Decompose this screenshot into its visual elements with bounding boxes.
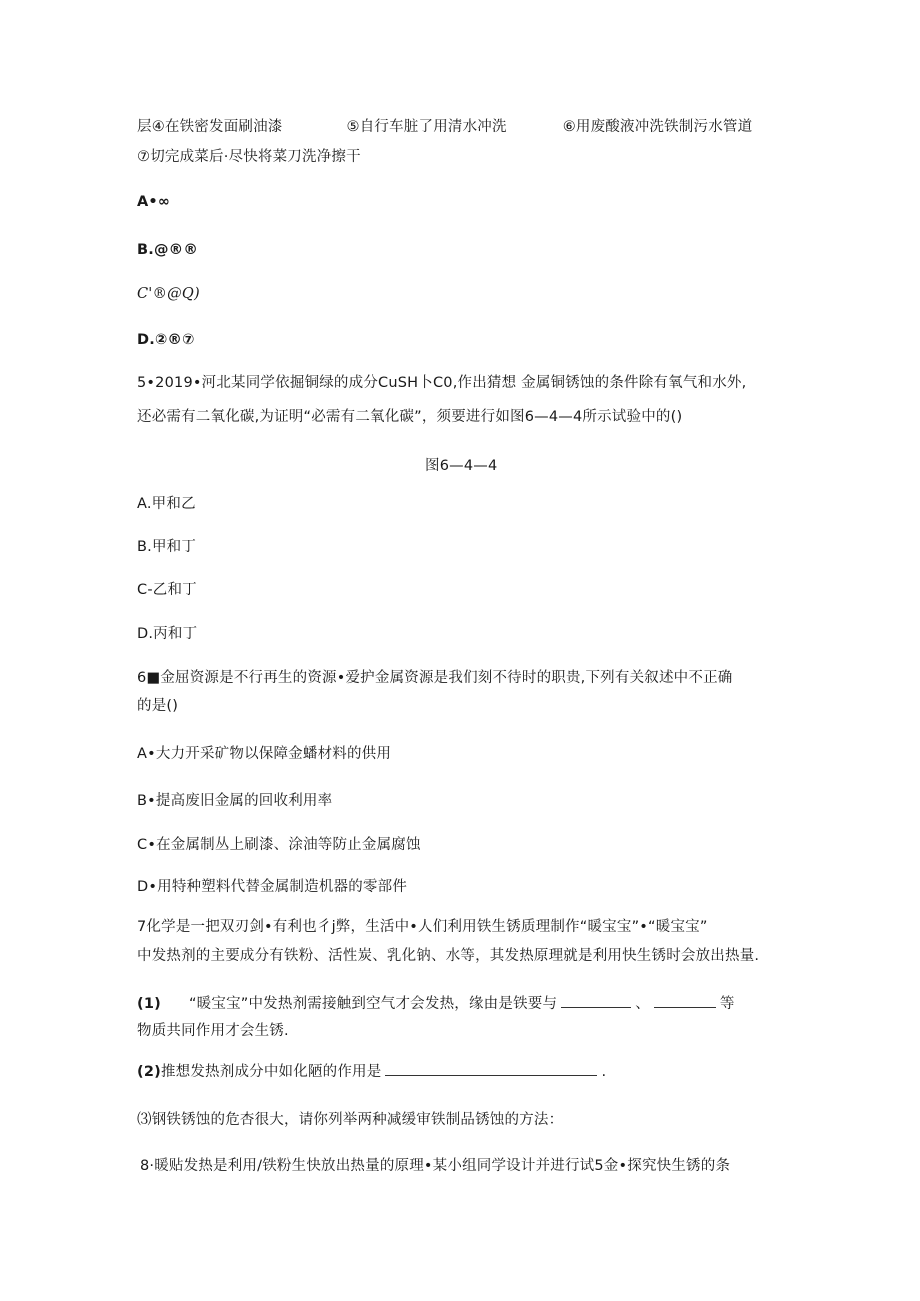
q5-figure-caption: 图6—4—4 xyxy=(425,458,498,474)
q7-sub1-blank-1[interactable] xyxy=(561,993,631,1008)
intro-line-2: ⑦切完成菜后·尽快将菜刀洗净擦干 xyxy=(137,149,361,165)
q6-option-a: A•大力开采矿物以保障金蟠材料的供用 xyxy=(137,746,392,762)
q4-option-a: A•∞ xyxy=(137,194,171,210)
q5-stem-line-1: 5•2019•河北某同学依掘铜绿的成分CuSH卜C0,作出猜想 金属铜锈蚀的条件除有氧气和水外, xyxy=(137,375,747,391)
q5-option-a: A.甲和乙 xyxy=(137,496,196,512)
q5-option-d: D.丙和丁 xyxy=(137,626,198,642)
intro-line-1 xyxy=(137,117,752,137)
q8-stem-line-1: 8·暖贴发热是利用/铁粉生快放出热量的原理•某小组同学设计并进行试5金•探究快生锈的条 xyxy=(140,1158,731,1174)
q7-sub1-line-1 xyxy=(137,993,735,1014)
q7-sub2-text: 推想发热剂成分中如化陋的作用是 xyxy=(160,1064,382,1080)
q7-sub1-end: 等 xyxy=(719,996,735,1012)
q6-stem-line-1: 6■金屈资源是不行再生的资源•爱护金属资源是我们刻不待时的职贵,下列有关叙述中不正确 xyxy=(137,670,733,686)
q7-sub1-blank-2[interactable] xyxy=(654,993,716,1008)
q4-option-c: C'®@Q) xyxy=(137,286,200,302)
q4-option-b: B.@®® xyxy=(137,242,199,258)
q5-option-c: C-乙和丁 xyxy=(137,582,197,598)
q7-stem-line-2: 中发热剂的主要成分有铁粉、活性炭、乳化钠、水等，其发热原理就是利用快生锈时会放出热量. xyxy=(137,948,760,964)
q7-sub2-number: (2) xyxy=(137,1064,161,1080)
q7-sub1-number: (1) xyxy=(137,996,161,1012)
q7-sub1-separator: 、 xyxy=(635,996,650,1012)
intro-item-6: ⑥用废酸液冲洗铁制污水管道 xyxy=(562,119,753,135)
q7-sub2 xyxy=(137,1061,606,1082)
q6-option-b: B•提高废旧金属的回收利用率 xyxy=(137,793,333,809)
q7-stem-line-1: 7化学是一把双刃剑•有利也彳j弊，生活中•人们利用铁生锈质理制作“暖宝宝”•“暖宝宝” xyxy=(137,919,708,935)
intro-item-4: 层④在铁密发面刷油漆 xyxy=(137,119,283,135)
intro-item-5: ⑤自行车脏了用清水冲洗 xyxy=(346,119,507,135)
q7-sub1-text: “暖宝宝”中发热剂需接触到空气才会发热，缘由是铁要与 xyxy=(188,996,558,1012)
q4-option-d: D.②®⑦ xyxy=(137,332,195,348)
q5-option-b: B.甲和丁 xyxy=(137,539,197,555)
q6-option-d: D•用特种塑料代替金属制造机器的零部件 xyxy=(137,879,408,895)
q7-sub2-end: . xyxy=(601,1064,607,1080)
q7-sub3: ⑶钢铁锈蚀的危杏很大，请你列举两种减缓审铁制品锈蚀的方法： xyxy=(137,1112,564,1128)
q6-stem-line-2: 的是() xyxy=(137,698,179,714)
q6-option-c: C•在金属制丛上刷漆、涂油等防止金属腐蚀 xyxy=(137,837,421,853)
q5-stem-line-2: 还必需有二氧化碳,为证明“必需有二氧化碳”，须要进行如图6—4—4所示试验中的() xyxy=(137,409,683,425)
q7-sub2-blank[interactable] xyxy=(385,1061,597,1076)
q7-sub1-line-2: 物质共同作用才会生锈. xyxy=(137,1023,289,1039)
